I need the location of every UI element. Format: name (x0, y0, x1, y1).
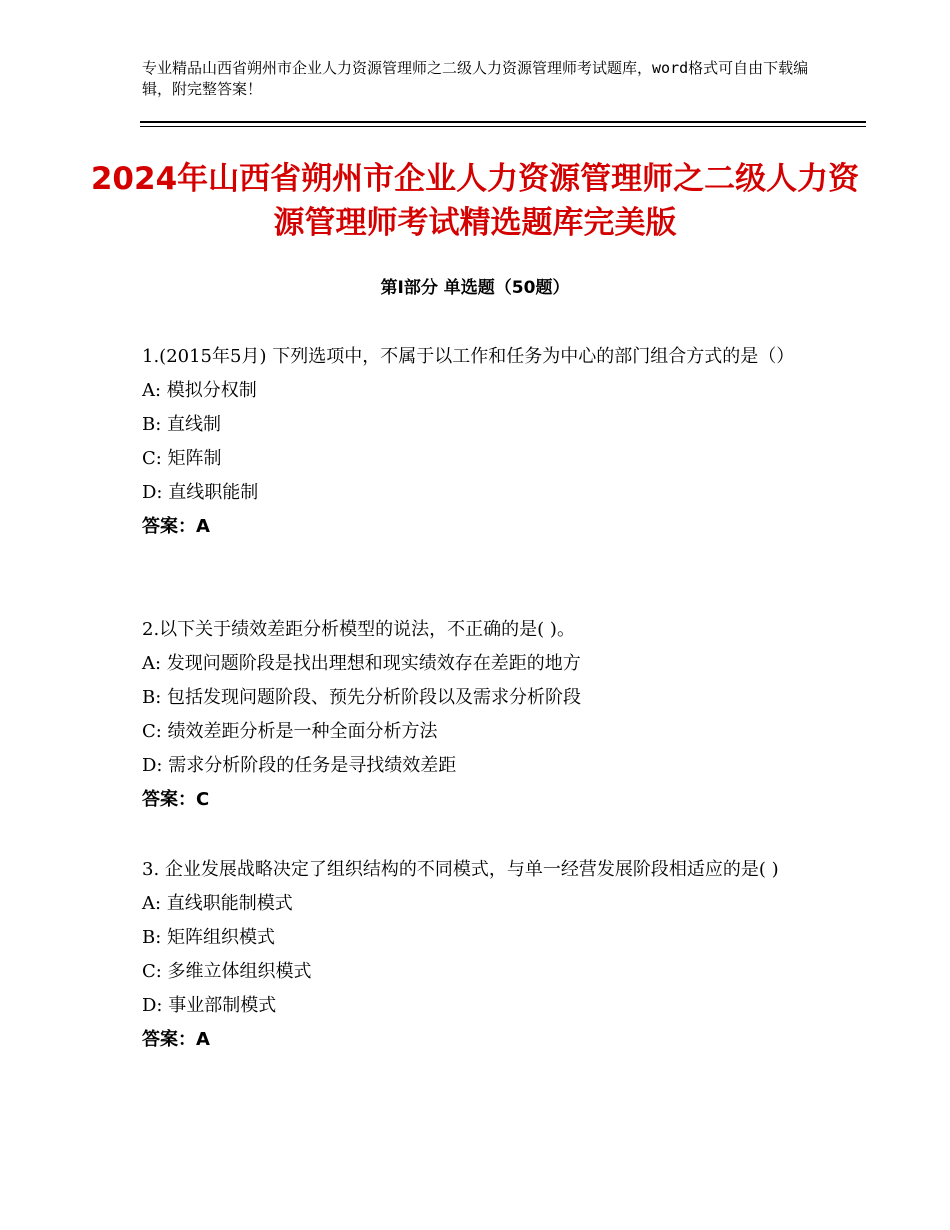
option-b: B: 包括发现问题阶段、预先分析阶段以及需求分析阶段 (142, 687, 582, 708)
option-a: A: 发现问题阶段是找出理想和现实绩效存在差距的地方 (142, 653, 581, 674)
header-rule-thin (140, 126, 866, 127)
option-c: C: 多维立体组织模式 (142, 961, 312, 982)
option-d: D: 事业部制模式 (142, 995, 277, 1016)
header-note: 专业精品山西省朔州市企业人力资源管理师之二级人力资源管理师考试题库，word格式可自由下载编辑，附完整答案！ (142, 59, 809, 98)
answer: 答案：A (142, 1029, 210, 1050)
option-c: C: 矩阵制 (142, 448, 222, 469)
option-b: B: 直线制 (142, 414, 222, 435)
option-c: C: 绩效差距分析是一种全面分析方法 (142, 721, 438, 742)
question-1 (142, 340, 814, 544)
answer: 答案：C (142, 789, 210, 810)
option-d: D: 直线职能制 (142, 482, 259, 503)
option-d: D: 需求分析阶段的任务是寻找绩效差距 (142, 755, 457, 776)
section-title: 第Ⅰ部分 单选题（50题） (380, 278, 570, 298)
option-b: B: 矩阵组织模式 (142, 927, 276, 948)
answer: 答案：A (142, 516, 210, 537)
option-a: A: 直线职能制模式 (142, 893, 293, 914)
question-stem: 2.以下关于绩效差距分析模型的说法，不正确的是( )。 (142, 619, 575, 640)
document-title: 2024年山西省朔州市企业人力资源管理师之二级人力资源管理师考试精选题库完美版 (90, 161, 860, 241)
question-3 (142, 853, 814, 1057)
question-stem: 1.(2015年5月) 下列选项中，不属于以工作和任务为中心的部门组合方式的是（） (142, 346, 795, 367)
question-stem: 3. 企业发展战略决定了组织结构的不同模式，与单一经营发展阶段相适应的是( ) (142, 859, 779, 880)
question-2 (142, 613, 814, 817)
option-a: A: 模拟分权制 (142, 380, 257, 401)
header-rule-thick (140, 121, 866, 123)
